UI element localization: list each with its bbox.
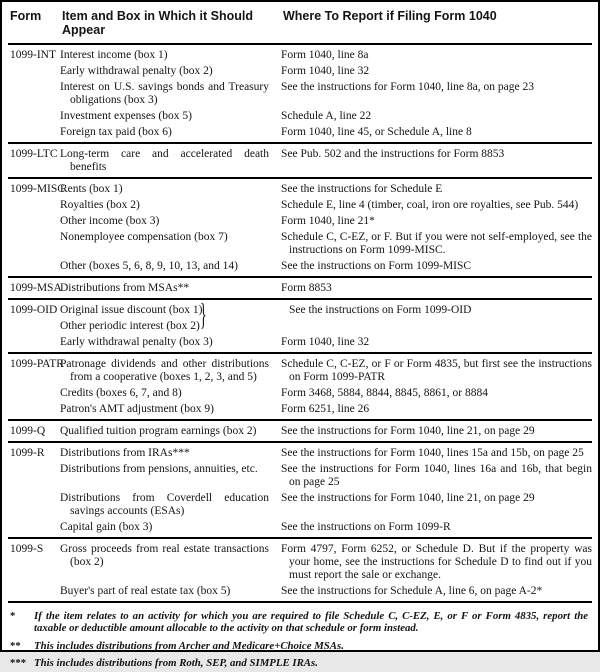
table-row — [8, 385, 592, 401]
where-cell: Form 4797, Form 6252, or Schedule D. But if the property was your home, see the instructions for Schedule D to find out if you must report the sale or exchange. — [281, 543, 592, 582]
item-cell: Distributions from Coverdell education savings accounts (ESAs) — [60, 492, 281, 518]
where-cell: See the instructions on Form 1099-MISC — [281, 260, 592, 273]
item-cell: Distributions from MSAs** — [60, 282, 281, 295]
form-code: 1099-LTC — [8, 148, 60, 161]
table-row — [8, 258, 592, 274]
table-row — [8, 445, 592, 461]
where-cell: Form 1040, line 8a — [281, 49, 592, 62]
form-code: 1099-MSA — [8, 282, 60, 295]
table-row — [8, 583, 592, 599]
footnotes — [8, 603, 592, 672]
table-row — [8, 423, 592, 439]
item-cell: Interest income (box 1) — [60, 49, 281, 62]
table-row — [8, 401, 592, 417]
item-cell: Credits (boxes 6, 7, and 8) — [60, 387, 281, 400]
table-row — [8, 356, 592, 385]
item-text: Other periodic interest (box 2) — [70, 320, 269, 333]
where-cell: Form 3468, 5884, 8844, 8845, 8861, or 8884 — [281, 387, 592, 400]
item-cell: Distributions from IRAs*** — [60, 447, 281, 460]
table-row — [8, 229, 592, 258]
item-cell: Patron's AMT adjustment (box 9) — [60, 403, 281, 416]
header-form-column: Form — [10, 9, 62, 37]
table-row — [8, 108, 592, 124]
item-cell: Long-term care and accelerated death benefits — [60, 148, 281, 174]
group-1099-int — [8, 45, 592, 144]
group-1099-patr — [8, 354, 592, 421]
where-cell: Schedule C, C-EZ, or F. But if you were not self-employed, see the instructions on Form 1099-MISC. — [281, 231, 592, 257]
item-cell: Nonemployee compensation (box 7) — [60, 231, 281, 244]
item-cell: Capital gain (box 3) — [60, 521, 281, 534]
table-row — [8, 47, 592, 63]
form-code: 1099-S — [8, 543, 60, 556]
where-cell: See the instructions on Form 1099-OID — [281, 304, 592, 317]
item-cell: Investment expenses (box 5) — [60, 110, 281, 123]
table-row — [8, 124, 592, 140]
footnote-marker: * — [8, 610, 34, 635]
where-cell: See Pub. 502 and the instructions for Form 8853 — [281, 148, 592, 161]
form-code: 1099-INT — [8, 49, 60, 62]
footnote-text: This includes distributions from Roth, SEP, and SIMPLE IRAs. — [34, 657, 592, 670]
item-text: Original issue discount (box 1) — [70, 304, 269, 317]
where-cell: See the instructions for Form 1040, line 8a, on page 23 — [281, 81, 592, 94]
item-cell: Interest on U.S. savings bonds and Treasury obligations (box 3) — [60, 81, 281, 107]
footnote-marker: *** — [8, 657, 34, 670]
item-cell: Royalties (box 2) — [60, 199, 281, 212]
where-cell: Form 1040, line 32 — [281, 336, 592, 349]
footnote — [8, 637, 592, 655]
where-cell: See the instructions on Form 1099-R — [281, 521, 592, 534]
where-cell: Form 1040, line 45, or Schedule A, line 8 — [281, 126, 592, 139]
table-row — [8, 334, 592, 350]
table-row — [8, 461, 592, 490]
item-cell: Foreign tax paid (box 6) — [60, 126, 281, 139]
form-code: 1099-R — [8, 447, 60, 460]
item-cell: Original issue discount (box 1) Other periodic interest (box 2) } — [60, 304, 281, 333]
item-cell: Qualified tuition program earnings (box 2) — [60, 425, 281, 438]
item-cell: Other (boxes 5, 6, 8, 9, 10, 13, and 14) — [60, 260, 281, 273]
where-cell: Form 6251, line 26 — [281, 403, 592, 416]
item-cell: Patronage dividends and other distributions from a cooperative (boxes 1, 2, 3, and 5) — [60, 358, 281, 384]
group-1099-r — [8, 443, 592, 539]
item-cell: Buyer's part of real estate tax (box 5) — [60, 585, 281, 598]
item-cell: Other income (box 3) — [60, 215, 281, 228]
where-cell: See the instructions for Schedule A, line 6, on page A-2* — [281, 585, 592, 598]
table-row — [8, 197, 592, 213]
table-row — [8, 146, 592, 175]
group-1099-misc — [8, 179, 592, 278]
where-cell: See the instructions for Form 1040, lines 15a and 15b, on page 25 — [281, 447, 592, 460]
header-where-column: Where To Report if Filing Form 1040 — [283, 9, 592, 37]
item-cell: Gross proceeds from real estate transactions (box 2) — [60, 543, 281, 569]
group-1099-ltc — [8, 144, 592, 179]
table-row — [8, 490, 592, 519]
item-cell: Early withdrawal penalty (box 3) — [60, 336, 281, 349]
table-row — [8, 181, 592, 197]
group-1099-q — [8, 421, 592, 443]
table-row — [8, 63, 592, 79]
where-cell: Form 1040, line 32 — [281, 65, 592, 78]
footnote-text: This includes distributions from Archer and Medicare+Choice MSAs. — [34, 640, 592, 653]
where-cell: See the instructions for Form 1040, lines 16a and 16b, that begin on page 25 — [281, 463, 592, 489]
item-cell: Early withdrawal penalty (box 2) — [60, 65, 281, 78]
where-cell: Schedule C, C-EZ, or F or Form 4835, but first see the instructions on Form 1099-PATR — [281, 358, 592, 384]
footnote — [8, 607, 592, 637]
form-code: 1099-PATR — [8, 358, 60, 371]
group-1099-msa — [8, 278, 592, 300]
where-cell: Form 1040, line 21* — [281, 215, 592, 228]
table-row-braced — [8, 302, 592, 334]
table-row — [8, 79, 592, 108]
group-1099-s — [8, 539, 592, 603]
group-1099-oid — [8, 300, 592, 354]
footnote — [8, 655, 592, 672]
form-code: 1099-OID — [8, 304, 60, 317]
form-code: 1099-Q — [8, 425, 60, 438]
item-cell: Rents (box 1) — [60, 183, 281, 196]
table-header — [8, 2, 592, 45]
footnote-text: If the item relates to an activity for which you are required to file Schedule C, C-EZ, E, or F or Form 4835, report the taxable or deductible amount allocable to the activity on that schedule or form instead. — [34, 610, 592, 635]
item-cell: Distributions from pensions, annuities, etc. — [60, 463, 281, 476]
where-cell: Schedule E, line 4 (timber, coal, iron ore royalties, see Pub. 544) — [281, 199, 592, 212]
where-cell: See the instructions for Schedule E — [281, 183, 592, 196]
where-cell: Form 8853 — [281, 282, 592, 295]
table-row — [8, 519, 592, 535]
table-row — [8, 213, 592, 229]
header-item-column: Item and Box in Which it Should Appear — [62, 9, 283, 37]
where-cell: See the instructions for Form 1040, line 21, on page 29 — [281, 425, 592, 438]
where-cell: See the instructions for Form 1040, line 21, on page 29 — [281, 492, 592, 505]
table-row — [8, 541, 592, 583]
form-code: 1099-MISC — [8, 183, 60, 196]
footnote-marker: ** — [8, 640, 34, 653]
table-row — [8, 280, 592, 296]
where-cell: Schedule A, line 22 — [281, 110, 592, 123]
